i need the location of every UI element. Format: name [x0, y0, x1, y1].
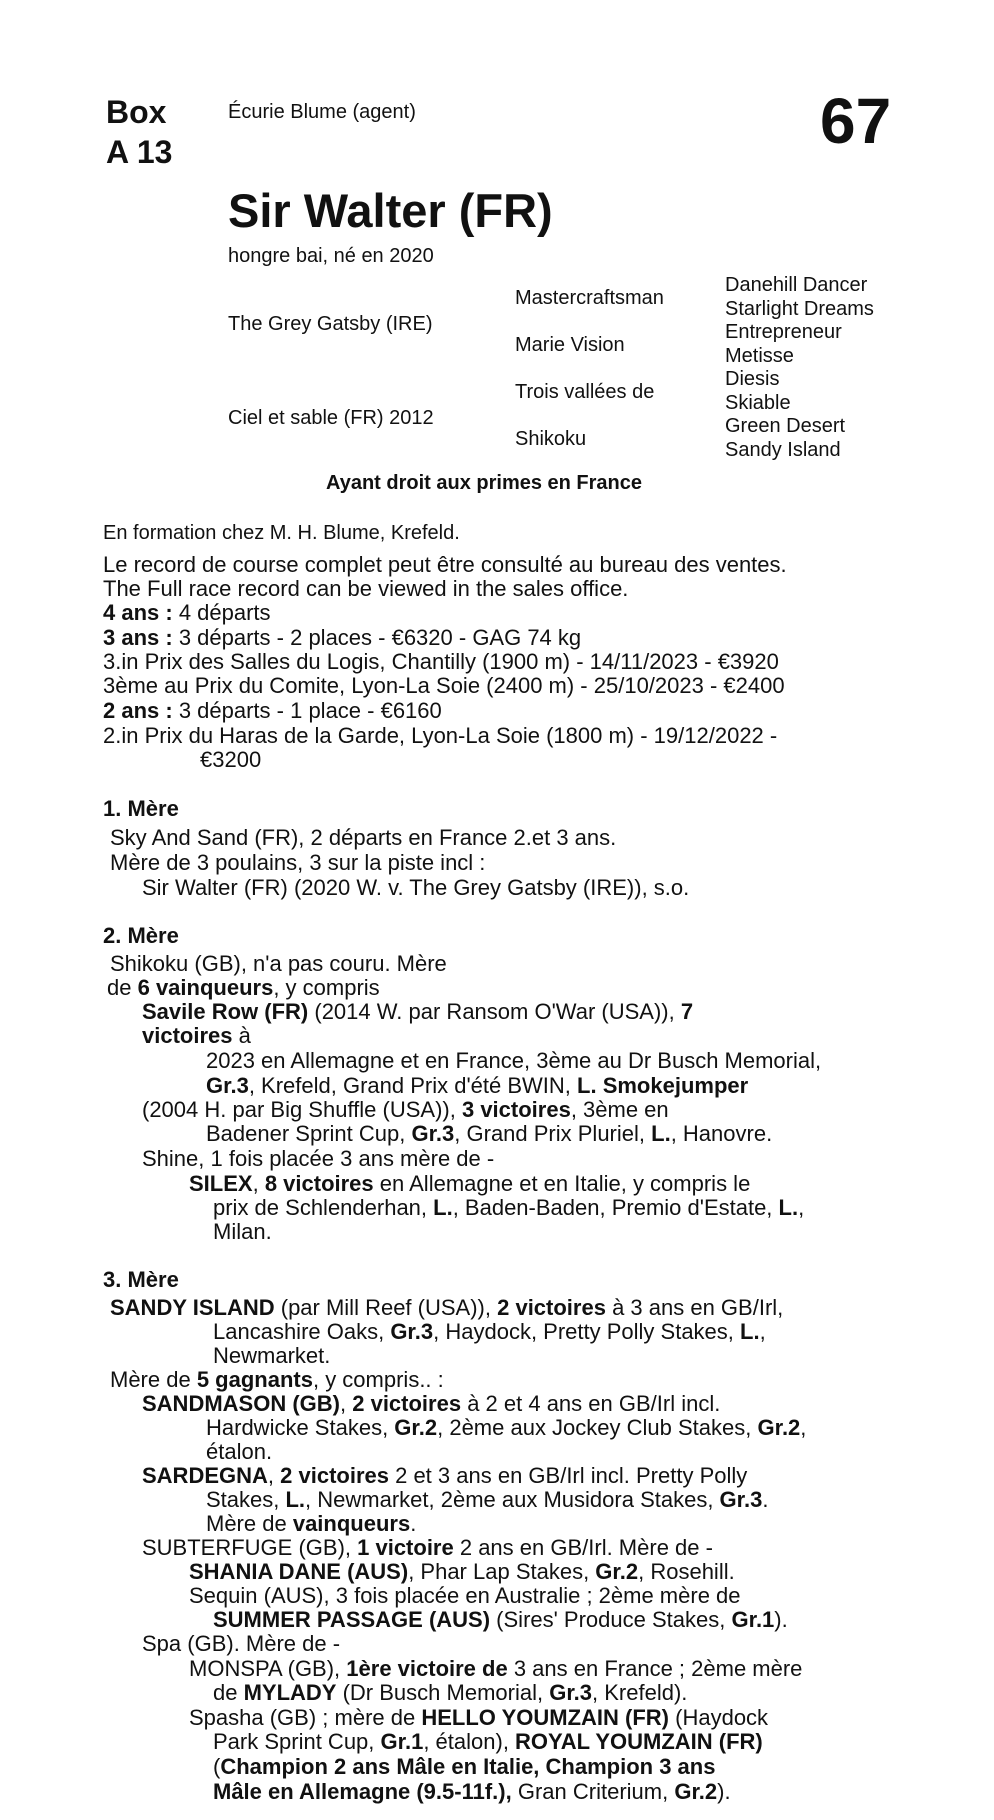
record-age2 [103, 699, 442, 723]
record-age4 [103, 601, 271, 625]
horse-name: Sir Walter (FR) [228, 184, 553, 237]
mere-line: de MYLADY (Dr Busch Memorial, Gr.3, Krefeld). [213, 1680, 688, 1705]
mere-line: de 6 vainqueurs, y compris [107, 975, 380, 1000]
pedigree-gen3: Entrepreneur [725, 321, 842, 343]
section-heading: 1. Mère [103, 796, 179, 821]
record-note: The Full race record can be viewed in the sales office. [103, 576, 629, 601]
mere-line: victoires à [142, 1023, 251, 1048]
mere-line: SANDY ISLAND (par Mill Reef (USA)), 2 victoires à 3 ans en GB/Irl, [110, 1295, 784, 1320]
pedigree-sire: The Grey Gatsby (IRE) [228, 313, 433, 335]
mere-line: MONSPA (GB), 1ère victoire de 3 ans en France ; 2ème mère [189, 1656, 803, 1681]
pedigree-gen2: Marie Vision [515, 334, 625, 356]
mere-line: Shine, 1 fois placée 3 ans mère de - [142, 1146, 495, 1171]
record-age3 [103, 626, 581, 650]
pedigree-gen2: Trois vallées de [515, 381, 655, 403]
pedigree-gen3: Skiable [725, 392, 791, 414]
box-label: Box [106, 94, 167, 130]
pedigree-gen3: Green Desert [725, 415, 846, 437]
record-race: 3ème au Prix du Comite, Lyon-La Soie (2400 m) - 25/10/2023 - €2400 [103, 673, 785, 698]
age-label: 4 ans : [103, 600, 173, 625]
section-heading: 2. Mère [103, 923, 179, 948]
pedigree-gen3: Metisse [725, 345, 794, 367]
mere-line: SILEX, 8 victoires en Allemagne et en Italie, y compris le [189, 1171, 751, 1196]
mere-line: étalon. [206, 1439, 273, 1464]
mere-line: SUMMER PASSAGE (AUS) (Sires' Produce Stakes, Gr.1). [213, 1607, 788, 1632]
record-race: 2.in Prix du Haras de la Garde, Lyon-La Soie (1800 m) - 19/12/2022 - [103, 723, 778, 748]
mere-line: Lancashire Oaks, Gr.3, Haydock, Pretty Polly Stakes, L., [213, 1319, 766, 1344]
mere-line: Badener Sprint Cup, Gr.3, Grand Prix Pluriel, L., Hanovre. [206, 1121, 773, 1146]
box-number: A 13 [106, 134, 173, 170]
mere-line: Savile Row (FR) (2014 W. par Ransom O'War (USA)), 7 [142, 999, 694, 1024]
primes-eligibility: Ayant droit aux primes en France [326, 472, 643, 494]
pedigree-dam: Ciel et sable (FR) 2012 [228, 407, 434, 429]
section-heading: 3. Mère [103, 1267, 179, 1292]
pedigree-gen3: Sandy Island [725, 439, 841, 461]
mere-line: Gr.3, Krefeld, Grand Prix d'été BWIN, L. Smokejumper [206, 1073, 749, 1098]
mere-line: Newmarket. [213, 1343, 331, 1368]
mere-line: Milan. [213, 1219, 272, 1244]
age-text: 4 départs [172, 600, 271, 625]
mere-line: Mâle en Allemagne (9.5-11f.), Gran Criterium, Gr.2). [213, 1779, 731, 1804]
mere-line: Hardwicke Stakes, Gr.2, 2ème aux Jockey Club Stakes, Gr.2, [206, 1415, 807, 1440]
record-race: €3200 [200, 747, 262, 772]
horse-description: hongre bai, né en 2020 [228, 245, 434, 267]
agent: Écurie Blume (agent) [228, 101, 416, 123]
mere-line: 2023 en Allemagne et en France, 3ème au Dr Busch Memorial, [206, 1048, 822, 1073]
mere-line: Mère de 3 poulains, 3 sur la piste incl : [110, 850, 486, 875]
mere-line: Sequin (AUS), 3 fois placée en Australie ; 2ème mère de [189, 1583, 741, 1608]
pedigree-gen3: Diesis [725, 368, 780, 390]
mere-line: Spasha (GB) ; mère de HELLO YOUMZAIN (FR) (Haydock [189, 1705, 769, 1730]
mere-line: Shikoku (GB), n'a pas couru. Mère [110, 951, 447, 976]
pedigree-gen3: Danehill Dancer [725, 274, 868, 296]
mere-line: Sir Walter (FR) (2020 W. v. The Grey Gatsby (IRE)), s.o. [142, 875, 690, 900]
mere-line: (Champion 2 ans Mâle en Italie, Champion 3 ans [213, 1754, 716, 1779]
mere-line: (2004 H. par Big Shuffle (USA)), 3 victoires, 3ème en [142, 1097, 669, 1122]
mere-line: SARDEGNA, 2 victoires 2 et 3 ans en GB/Irl incl. Pretty Polly [142, 1463, 748, 1488]
mere-line: Mère de 5 gagnants, y compris.. : [110, 1367, 444, 1392]
lot-number: 67 [820, 85, 892, 157]
record-race: 3.in Prix des Salles du Logis, Chantilly (1900 m) - 14/11/2023 - €3920 [103, 649, 779, 674]
age-text: 3 départs - 2 places - €6320 - GAG 74 kg [172, 625, 582, 650]
age-label: 3 ans : [103, 625, 173, 650]
training-info: En formation chez M. H. Blume, Krefeld. [103, 522, 460, 544]
age-text: 3 départs - 1 place - €6160 [172, 698, 442, 723]
mere-line: Park Sprint Cup, Gr.1, étalon), ROYAL YOUMZAIN (FR) [213, 1729, 763, 1754]
mere-line: Spa (GB). Mère de - [142, 1631, 341, 1656]
pedigree-gen2: Mastercraftsman [515, 287, 664, 309]
record-note: Le record de course complet peut être consulté au bureau des ventes. [103, 552, 787, 577]
mere-line: Sky And Sand (FR), 2 départs en France 2.et 3 ans. [110, 825, 617, 850]
mere-line: Stakes, L., Newmarket, 2ème aux Musidora Stakes, Gr.3. [206, 1487, 769, 1512]
age-label: 2 ans : [103, 698, 173, 723]
mere-line: Mère de vainqueurs. [206, 1511, 417, 1536]
mere-line: SANDMASON (GB), 2 victoires à 2 et 4 ans en GB/Irl incl. [142, 1391, 721, 1416]
mere-line: prix de Schlenderhan, L., Baden-Baden, Premio d'Estate, L., [213, 1195, 805, 1220]
mere-line: SUBTERFUGE (GB), 1 victoire 2 ans en GB/Irl. Mère de - [142, 1535, 713, 1560]
pedigree-gen3: Starlight Dreams [725, 298, 874, 320]
mere-line: SHANIA DANE (AUS), Phar Lap Stakes, Gr.2, Rosehill. [189, 1559, 735, 1584]
pedigree-gen2: Shikoku [515, 428, 587, 450]
